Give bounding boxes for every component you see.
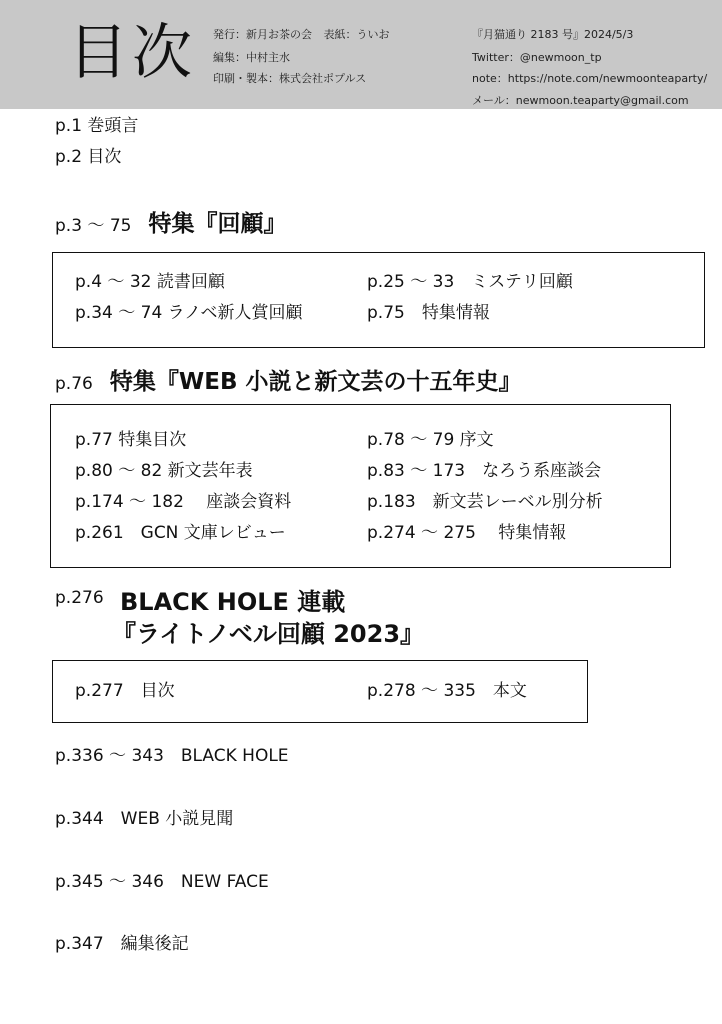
toc-entry-p1: p.1 巻頭言 — [55, 116, 139, 136]
issue-text: 『月猫通り 2183 号』2024/5/3 — [472, 28, 634, 41]
note-text: note：https://note.com/newmoonteaparty/ — [472, 72, 708, 85]
publisher-text: 発行：新月お茶の会 — [213, 28, 312, 41]
toc-entry-p2: p.2 目次 — [55, 147, 122, 167]
toc-entry: p.80 〜 82 新文芸年表 — [75, 461, 253, 481]
toc-entry: p.83 〜 173 なろう系座談会 — [367, 461, 602, 481]
feature2-heading — [55, 363, 522, 396]
toc-entry: p.261 GCN 文庫レビュー — [75, 523, 286, 543]
header-band — [0, 0, 722, 109]
printer-text: 印刷・製本：株式会社ポプルス — [213, 72, 367, 85]
twitter-text: Twitter：@newmoon_tp — [472, 51, 602, 64]
toc-entry: p.336 〜 343 BLACK HOLE — [55, 746, 289, 766]
blackhole-pages: p.276 — [55, 588, 104, 608]
toc-entry: p.34 〜 74 ラノベ新人賞回顧 — [75, 303, 303, 323]
toc-entry: p.345 〜 346 NEW FACE — [55, 872, 269, 892]
blackhole-title-line2: 『ライトノベル回顧 2023』 — [112, 620, 425, 648]
toc-entry: p.278 〜 335 本文 — [367, 681, 527, 701]
toc-entry: p.78 〜 79 序文 — [367, 430, 494, 450]
toc-entry: p.77 特集目次 — [75, 430, 187, 450]
publisher-credit — [213, 28, 390, 42]
feature1-title: 特集『回顧』 — [148, 211, 287, 237]
toc-entry: p.75 特集情報 — [367, 303, 490, 323]
toc-entry: p.4 〜 32 読書回顧 — [75, 272, 225, 292]
editor-text: 編集：中村主水 — [213, 51, 290, 64]
toc-entry: p.277 目次 — [75, 681, 175, 701]
feature1-heading — [55, 205, 287, 238]
feature1-pages: p.3 〜 75 — [55, 216, 132, 236]
toc-entry: p.174 〜 182 座談会資料 — [75, 492, 292, 512]
email-text: メール：newmoon.teaparty@gmail.com — [472, 94, 689, 107]
feature1-box — [52, 252, 705, 348]
page-title: 目次 — [68, 18, 196, 88]
toc-entry: p.344 WEB 小説見聞 — [55, 809, 234, 829]
cover-text: 表紙：ういお — [323, 28, 390, 41]
toc-entry: p.183 新文芸レーベル別分析 — [367, 492, 603, 512]
blackhole-box — [52, 660, 588, 723]
toc-entry: p.347 編集後記 — [55, 934, 189, 954]
toc-entry: p.25 〜 33 ミステリ回顧 — [367, 272, 573, 292]
feature2-pages: p.76 — [55, 374, 93, 394]
feature2-box — [50, 404, 671, 568]
blackhole-title-line1: BLACK HOLE 連載 — [120, 588, 346, 616]
feature2-title: 特集『WEB 小説と新文芸の十五年史』 — [109, 369, 522, 395]
toc-entry: p.274 〜 275 特集情報 — [367, 523, 567, 543]
